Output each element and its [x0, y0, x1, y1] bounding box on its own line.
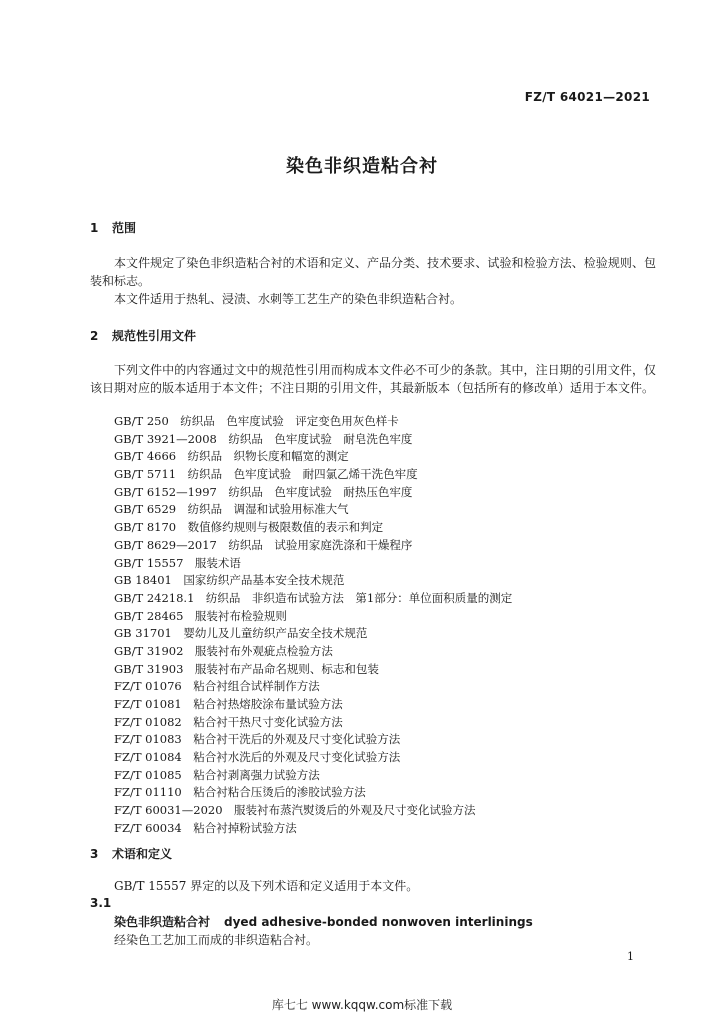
section-number: 3	[90, 847, 99, 861]
reference-item: GB/T 31903 服装衬布产品命名规则、标志和包装	[114, 661, 379, 676]
reference-item: FZ/T 01076 粘合衬组合试样制作方法	[114, 679, 320, 694]
section-title: 规范性引用文件	[112, 329, 197, 343]
reference-item: FZ/T 60034 粘合衬掉粉试验方法	[114, 820, 297, 835]
document-title: 染色非织造粘合衬	[286, 156, 438, 177]
term-name-chinese: 染色非织造粘合衬	[114, 915, 211, 929]
section-number: 1	[90, 221, 99, 235]
download-watermark: 库七七 www.kqqw.com标准下载	[271, 998, 453, 1012]
section-title: 范围	[112, 221, 137, 235]
section-title: 术语和定义	[112, 847, 173, 861]
reference-item: GB/T 250 纺织品 色牢度试验 评定变色用灰色样卡	[114, 414, 399, 428]
reference-item: GB/T 5711 纺织品 色牢度试验 耐四氯乙烯干洗色牢度	[114, 467, 418, 482]
term-definition: 经染色工艺加工而成的非织造粘合衬。	[114, 933, 319, 947]
section-3-heading	[90, 845, 172, 862]
reference-item: FZ/T 01085 粘合衬剥离强力试验方法	[114, 767, 320, 782]
term-heading	[114, 913, 533, 930]
reference-item: GB/T 8170 数值修约规则与极限数值的表示和判定	[114, 520, 384, 535]
scope-paragraph-1: 本文件规定了染色非织造粘合衬的术语和定义、产品分类、技术要求、试验和检验方法、检验规则、包装和标志。	[90, 256, 656, 288]
reference-item: GB/T 6529 纺织品 调湿和试验用标准大气	[114, 502, 349, 517]
reference-item: GB/T 28465 服装衬布检验规则	[114, 608, 287, 623]
reference-item: FZ/T 01110 粘合衬粘合压烫后的渗胶试验方法	[114, 785, 366, 800]
section-1-heading	[90, 219, 136, 236]
reference-item: GB 18401 国家纺织产品基本安全技术规范	[114, 573, 345, 588]
reference-item: FZ/T 60031—2020 服装衬布蒸汽熨烫后的外观及尺寸变化试验方法	[114, 803, 476, 818]
reference-list	[114, 413, 512, 838]
reference-item: FZ/T 01084 粘合衬水洗后的外观及尺寸变化试验方法	[114, 750, 401, 765]
term-name-english: dyed adhesive-bonded nonwoven interlinings	[224, 915, 533, 929]
reference-item: FZ/T 01081 粘合衬热熔胶涂布量试验方法	[114, 697, 343, 711]
page-number: 1	[627, 950, 634, 963]
reference-item: FZ/T 01083 粘合衬干洗后的外观及尺寸变化试验方法	[114, 732, 401, 747]
reference-item: GB/T 4666 纺织品 织物长度和幅宽的测定	[114, 449, 349, 464]
normative-references-intro: 下列文件中的内容通过文中的规范性引用而构成本文件必不可少的条款。其中，注日期的引用文件，仅该日期对应的版本适用于本文件；不注日期的引用文件，其最新版本（包括所有的修改单）适用于本文件。	[90, 363, 656, 395]
scope-paragraph-2: 本文件适用于热轧、浸渍、水刺等工艺生产的染色非织造粘合衬。	[114, 292, 463, 306]
term-number: 3.1	[90, 896, 112, 910]
reference-item: GB/T 8629—2017 纺织品 试验用家庭洗涤和干燥程序	[114, 537, 413, 552]
reference-item: GB/T 3921—2008 纺织品 色牢度试验 耐皂洗色牢度	[114, 431, 413, 446]
reference-item: GB/T 15557 服装术语	[114, 555, 241, 570]
reference-item: GB 31701 婴幼儿及儿童纺织产品安全技术规范	[114, 626, 368, 641]
section-number: 2	[90, 329, 99, 343]
reference-item: GB/T 24218.1 纺织品 非织造布试验方法 第1部分：单位面积质量的测定	[114, 590, 513, 605]
reference-item: GB/T 6152—1997 纺织品 色牢度试验 耐热压色牢度	[114, 484, 413, 499]
reference-item: FZ/T 01082 粘合衬干热尺寸变化试验方法	[114, 714, 343, 729]
standard-number: FZ/T 64021—2021	[524, 90, 650, 104]
terms-intro: GB/T 15557 界定的以及下列术语和定义适用于本文件。	[114, 879, 419, 893]
reference-item: GB/T 31902 服装衬布外观疵点检验方法	[114, 643, 333, 658]
section-2-heading	[90, 327, 196, 344]
